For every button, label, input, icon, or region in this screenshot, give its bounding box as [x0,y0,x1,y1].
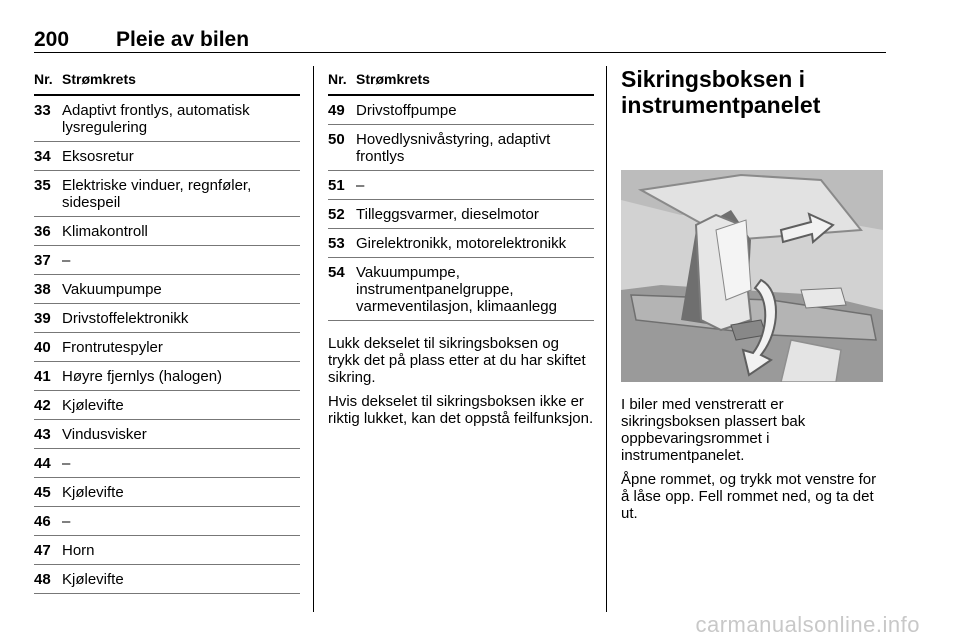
table-row [34,507,300,536]
circuit-description: Vakuumpumpe [62,281,162,298]
circuit-description: Hovedlysnivåstyring, adaptivt frontlys [356,131,551,165]
watermark: carmanualsonline.info [695,612,920,637]
table-row [34,275,300,304]
fuse-cover-notes [328,335,594,427]
circuit-description: Kjølevifte [62,484,124,501]
fuse-number: 38 [34,281,51,298]
table-row [328,125,594,171]
circuit-description: Vindusvisker [62,426,147,443]
fuse-number: 44 [34,455,51,472]
circuit-description: Adaptivt frontlys, automatisk lysregulering [62,102,250,136]
fuse-number: 39 [34,310,51,327]
paragraph: Lukk dekselet til sikringsboksen og trykk det på plass etter at du har skiftet sikring. [328,335,586,386]
table-row [328,171,594,200]
circuit-description: Kjølevifte [62,571,124,588]
fuse-number: 36 [34,223,51,240]
instrument-panel-fusebox-section [621,66,885,522]
table-row [34,217,300,246]
column-divider [313,66,314,612]
fuse-number: 40 [34,339,51,356]
fusebox-illustration [621,170,883,382]
table-row [34,246,300,275]
fuse-number: 49 [328,102,345,119]
paragraph: Åpne rommet, og trykk mot venstre for å låse opp. Fell rommet ned, og ta det ut. [621,471,877,522]
header-circuit: Strømkrets [62,71,136,87]
circuit-description: Klimakontroll [62,223,148,240]
circuit-description: Eksosretur [62,148,134,165]
table-header [34,66,300,96]
table-row [34,391,300,420]
fuse-number: 43 [34,426,51,443]
page-title: Pleie av bilen [116,28,250,51]
fusebox-drawing [621,170,883,382]
section-heading: Sikringsboksen i instrumentpanelet [621,66,821,118]
circuit-description: – [62,513,71,530]
column-divider [606,66,607,612]
fuse-number: 52 [328,206,345,223]
header-circuit: Strømkrets [356,71,430,87]
fuse-table-left [34,66,300,594]
fuse-number: 46 [34,513,51,530]
fuse-number: 50 [328,131,345,148]
fuse-number: 42 [34,397,51,414]
fuse-number: 45 [34,484,51,501]
circuit-description: Tilleggsvarmer, dieselmotor [356,206,539,223]
table-row [328,229,594,258]
table-row [34,333,300,362]
circuit-description: – [62,252,71,269]
table-row [34,449,300,478]
header-nr: Nr. [34,71,53,87]
circuit-description: Girelektronikk, motorelektronikk [356,235,567,252]
fuse-number: 37 [34,252,51,269]
circuit-description: Frontrutespyler [62,339,163,356]
table-header [328,66,594,96]
fuse-number: 35 [34,177,51,194]
circuit-description: Elektriske vinduer, regnføler, sidespeil [62,177,252,211]
fuse-number: 53 [328,235,345,252]
circuit-description: Kjølevifte [62,397,124,414]
table-row [34,565,300,594]
header-nr: Nr. [328,71,347,87]
circuit-description: Drivstoffpumpe [356,102,457,119]
table-row [328,258,594,321]
fuse-number: 51 [328,177,345,194]
paragraph: Hvis dekselet til sikringsboksen ikke er riktig lukket, kan det oppstå feilfunksjon. [328,393,594,427]
circuit-description: Drivstoffelektronikk [62,310,189,327]
fuse-number: 33 [34,102,51,119]
table-row [34,304,300,333]
page-header [34,26,886,53]
table-row [34,142,300,171]
fuse-number: 47 [34,542,51,559]
circuit-description: Horn [62,542,95,559]
circuit-description: – [356,177,365,194]
fuse-number: 48 [34,571,51,588]
table-row [34,478,300,507]
table-row [34,536,300,565]
fuse-number: 34 [34,148,51,165]
table-row [34,171,300,217]
table-row [328,96,594,125]
table-row [328,200,594,229]
circuit-description: – [62,455,71,472]
table-row [34,420,300,449]
page-number: 200 [34,28,70,51]
fuse-number: 41 [34,368,51,385]
fuse-table-right [328,66,594,434]
circuit-description: Høyre fjernlys (halogen) [62,368,223,385]
circuit-description: Vakuumpumpe, instrumentpanelgruppe, varmeventilasjon, klimaanlegg [356,264,557,315]
table-row [34,96,300,142]
fuse-number: 54 [328,264,345,281]
table-row [34,362,300,391]
paragraph: I biler med venstreratt er sikringsboksen plassert bak oppbevaringsrommet i instrumentpanelet. [621,396,806,464]
section-text [621,396,885,529]
